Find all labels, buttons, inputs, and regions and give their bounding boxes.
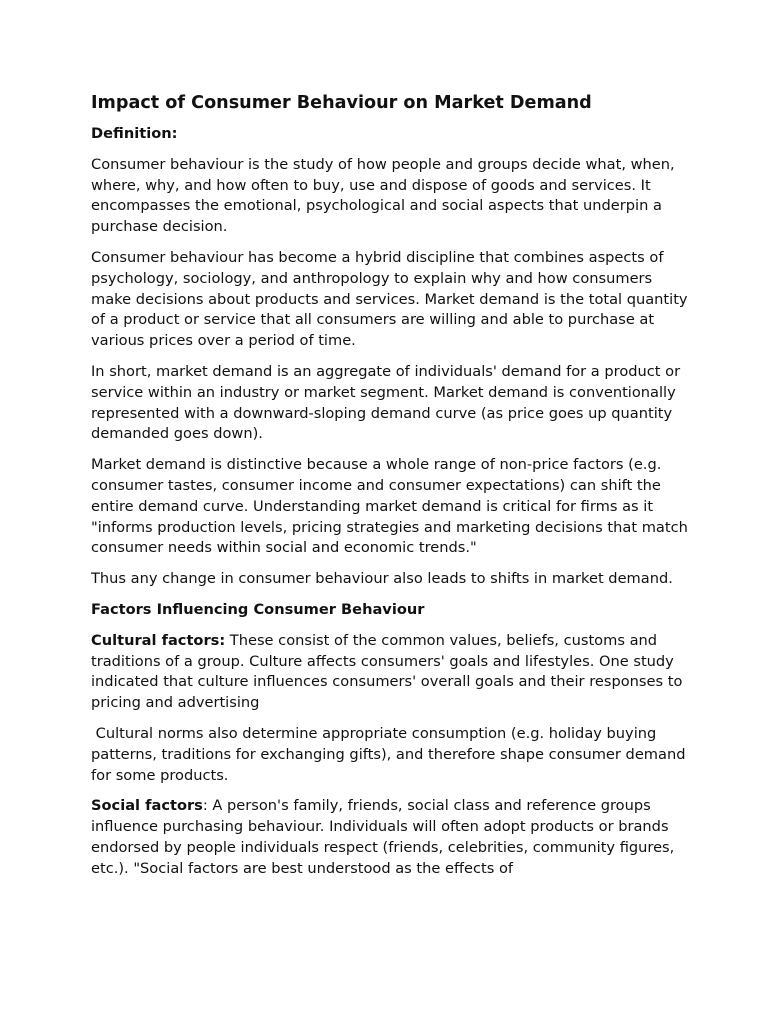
paragraph-cultural-factors [91,631,691,714]
social-factors-text: : A person's family, friends, social class and reference groups influence purchasing behaviour. Individuals will often adopt products or brands endorsed by people individuals respect (friends, celebrities, community figures, etc.). "Social factors are best understood as the effects of [91,797,675,877]
paragraph-definition: Consumer behaviour is the study of how people and groups decide what, when, where, why, and how often to buy, use and dispose of goods and services. It encompasses the emotional, psychological and social aspects that underpin a purchase decision. [91,155,675,236]
factors-heading: Factors Influencing Consumer Behaviour [91,600,425,618]
document-title: Impact of Consumer Behaviour on Market Demand [91,93,592,113]
definition-heading: Definition: [91,125,178,142]
paragraph-aggregate-demand: In short, market demand is an aggregate of individuals' demand for a product or service within an industry or market segment. Market demand is conventionally represented with a downward-sloping demand curve (as price goes up quantity demanded goes down). [91,362,681,443]
paragraph-hybrid-discipline: Consumer behaviour has become a hybrid discipline that combines aspects of psychology, sociology, and anthropology to explain why and how consumers make decisions about products and services. Market demand is the total quantity of a product or service that all consumers are willing and able to purchase at various prices over a period of time. [91,248,688,350]
paragraph-cultural-norms: Cultural norms also determine appropriate consumption (e.g. holiday buying patterns, traditions for exchanging gifts), and therefore shape consumer demand for some products. [91,724,691,784]
document-page [91,92,691,890]
paragraph-conclusion: Thus any change in consumer behaviour also leads to shifts in market demand. [91,570,673,588]
paragraph-social-factors [91,796,691,879]
cultural-factors-text: These consist of the common values, beliefs, customs and traditions of a group. Culture affects consumers' goals and lifestyles. One study indicated that culture influences consumers' overall goals and their responses to pricing and advertising [91,631,683,712]
social-factors-label: Social factors [91,797,203,815]
paragraph-non-price-factors: Market demand is distinctive because a whole range of non-price factors (e.g. consumer tastes, consumer income and consumer expectations) can shift the entire demand curve. Understanding market demand is critical for firms as it "informs production levels, pricing strategies and marketing decisions that match consumer needs within social and economic trends." [91,456,688,557]
cultural-factors-label: Cultural factors: [91,631,226,649]
